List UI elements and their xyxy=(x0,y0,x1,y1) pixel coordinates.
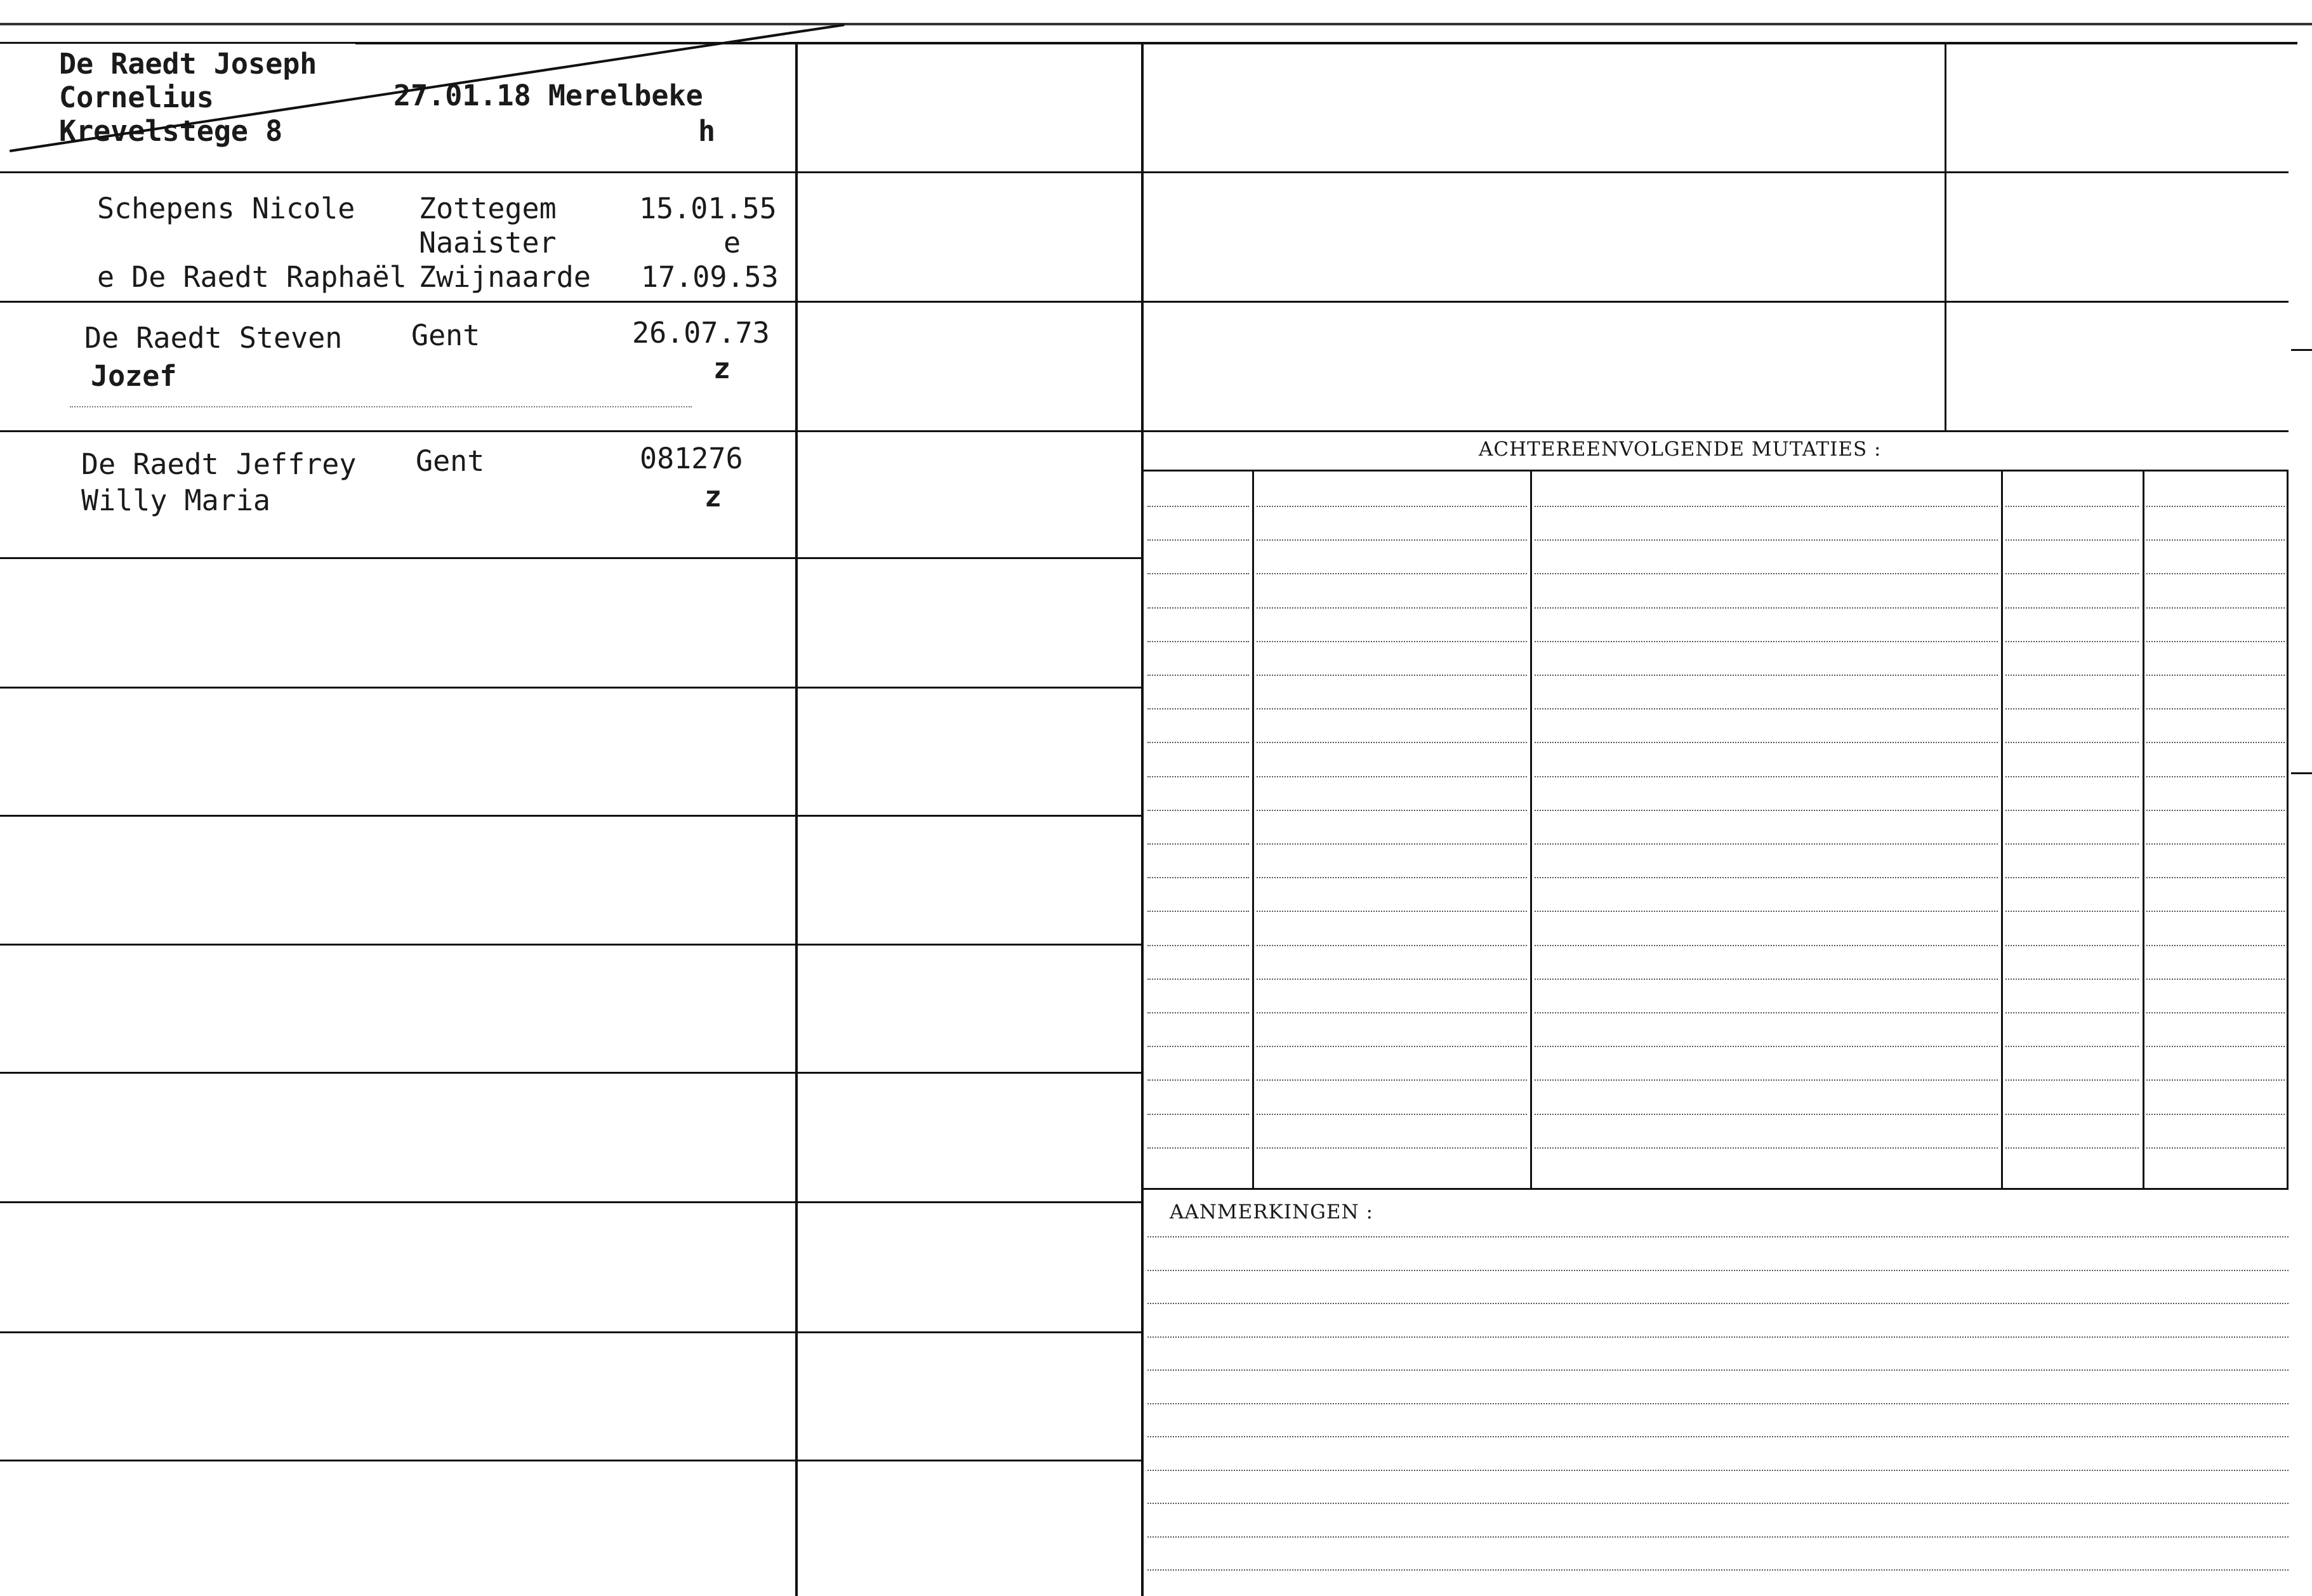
ruled-line xyxy=(1147,506,1249,507)
column-divider-1 xyxy=(795,42,798,1596)
person-place-line: Gent xyxy=(416,444,485,478)
ruled-line xyxy=(1257,945,1527,946)
ruled-line xyxy=(1147,1114,1249,1115)
person-name-line: e De Raedt Raphaël xyxy=(97,260,407,294)
ruled-line xyxy=(2005,675,2139,676)
row-line xyxy=(0,301,2289,303)
ruled-line xyxy=(1257,1114,1527,1115)
ruled-line xyxy=(2146,708,2285,709)
ruled-line xyxy=(2146,1114,2285,1115)
ruled-line xyxy=(1147,810,1249,811)
row-line xyxy=(0,430,2289,432)
row-line xyxy=(0,171,2289,173)
mutations-bottom-line xyxy=(1142,1188,2289,1190)
mutations-col xyxy=(2143,471,2144,1188)
ruled-line xyxy=(1535,877,1998,878)
ruled-line xyxy=(1257,843,1527,845)
ruled-line xyxy=(1535,539,1998,541)
ruled-line xyxy=(1147,911,1249,912)
row-line xyxy=(0,944,1142,946)
ruled-line xyxy=(1147,1336,2289,1338)
ruled-line xyxy=(2005,843,2139,845)
ruled-line xyxy=(1257,877,1527,878)
ruled-line xyxy=(1257,641,1527,642)
ruled-line xyxy=(2146,506,2285,507)
ruled-line xyxy=(1147,742,1249,743)
ruled-line xyxy=(2146,742,2285,743)
ruled-line xyxy=(1535,1079,1998,1081)
ruled-line xyxy=(2146,945,2285,946)
ruled-line xyxy=(2005,810,2139,811)
ruled-line xyxy=(2005,945,2139,946)
ruled-line xyxy=(1535,1046,1998,1047)
ruled-line xyxy=(1147,1270,2289,1271)
ruled-line xyxy=(1147,1569,2289,1571)
ruled-line xyxy=(2146,1046,2285,1047)
ruled-line xyxy=(1535,810,1998,811)
ruled-line xyxy=(1147,641,1249,642)
ruled-line xyxy=(2005,742,2139,743)
ruled-line xyxy=(1257,506,1527,507)
ruled-line xyxy=(2005,877,2139,878)
row-line xyxy=(0,815,1142,817)
mutations-col xyxy=(2287,471,2289,1188)
person-date-line: 15.01.55 xyxy=(639,192,777,225)
ruled-line xyxy=(1147,573,1249,574)
ruled-line xyxy=(2005,641,2139,642)
row-line xyxy=(0,1201,1142,1203)
ruled-line xyxy=(1257,776,1527,777)
ruled-line xyxy=(2146,1012,2285,1013)
ruled-line xyxy=(1147,843,1249,845)
ruled-line xyxy=(1257,675,1527,676)
ruled-line xyxy=(1147,877,1249,878)
ruled-line xyxy=(1257,1046,1527,1047)
row-line xyxy=(0,687,1142,689)
ruled-line xyxy=(2146,607,2285,609)
ruled-line xyxy=(1147,1303,2289,1304)
ruled-line xyxy=(2146,810,2285,811)
person-date-line: z xyxy=(704,480,722,513)
ruled-line xyxy=(2146,979,2285,980)
ruled-line xyxy=(2005,776,2139,777)
remarks-header: AANMERKINGEN : xyxy=(1170,1201,1373,1223)
mutations-col xyxy=(1252,471,1254,1188)
ruled-line xyxy=(1257,979,1527,980)
column-divider-2 xyxy=(1141,42,1144,1596)
ruled-line xyxy=(2005,1079,2139,1081)
person-date-line: 26.07.73 xyxy=(632,316,770,350)
ruled-line xyxy=(1535,742,1998,743)
ruled-line xyxy=(2005,708,2139,709)
mutations-header: ACHTEREENVOLGENDE MUTATIES : xyxy=(1479,438,1882,461)
ruled-line xyxy=(1257,742,1527,743)
ruled-line xyxy=(2146,675,2285,676)
edge-tick xyxy=(2291,349,2312,351)
ruled-line xyxy=(2146,776,2285,777)
ruled-line xyxy=(1257,1012,1527,1013)
ruled-line xyxy=(1535,1147,1998,1149)
person-name-line: Willy Maria xyxy=(81,484,271,517)
person-date-line: 081276 xyxy=(640,442,743,475)
person-name-line: De Raedt Jeffrey xyxy=(81,447,357,481)
ruled-line xyxy=(2146,877,2285,878)
ruled-line xyxy=(2146,843,2285,845)
ruled-line xyxy=(2146,1147,2285,1149)
person-name-line: Jozef xyxy=(91,359,177,393)
ruled-line xyxy=(1535,506,1998,507)
ruled-line xyxy=(2005,573,2139,574)
ruled-line xyxy=(1535,708,1998,709)
head-name-line1: De Raedt Joseph xyxy=(59,47,317,81)
top-border xyxy=(0,23,2312,25)
ruled-line xyxy=(1535,573,1998,574)
head-address: Krevelstege 8 xyxy=(59,114,283,148)
ruled-line xyxy=(2146,641,2285,642)
mutations-top-line xyxy=(1142,470,2289,472)
mutations-col xyxy=(2001,471,2003,1188)
column-divider-3 xyxy=(1945,44,1946,432)
ruled-line xyxy=(1147,675,1249,676)
top-border-inner xyxy=(355,42,2297,44)
ruled-line xyxy=(1147,1403,2289,1404)
ruled-line xyxy=(1535,675,1998,676)
ruled-line xyxy=(2005,1147,2139,1149)
head-name-line2: Cornelius xyxy=(59,81,214,114)
ruled-line xyxy=(2146,911,2285,912)
row-line xyxy=(0,557,1142,559)
ruled-line xyxy=(2146,539,2285,541)
ruled-line xyxy=(1147,1470,2289,1471)
ruled-line xyxy=(1257,708,1527,709)
ruled-line xyxy=(2005,607,2139,609)
ruled-line xyxy=(1535,979,1998,980)
person-date-line: z xyxy=(713,352,731,385)
ruled-line xyxy=(1535,1114,1998,1115)
row-line xyxy=(0,1331,1142,1333)
ruled-line xyxy=(1147,979,1249,980)
person-place-line: Naaister xyxy=(419,226,557,260)
ruled-line xyxy=(1147,1046,1249,1047)
ruled-line xyxy=(2005,911,2139,912)
ruled-line xyxy=(2005,1046,2139,1047)
person-place-line: Zottegem xyxy=(419,192,557,225)
top-border-left xyxy=(0,42,355,44)
ruled-line xyxy=(1535,911,1998,912)
person-place-line: Zwijnaarde xyxy=(419,260,591,294)
ruled-line xyxy=(1257,607,1527,609)
faint-text-trace xyxy=(70,406,692,407)
ruled-line xyxy=(2146,573,2285,574)
ruled-line xyxy=(1147,1236,2289,1237)
ruled-line xyxy=(2005,1012,2139,1013)
ruled-line xyxy=(1147,1536,2289,1538)
ruled-line xyxy=(1257,1147,1527,1149)
ruled-line xyxy=(1257,911,1527,912)
person-place-line: Gent xyxy=(411,319,480,352)
ruled-line xyxy=(2005,1114,2139,1115)
ruled-line xyxy=(1147,1147,1249,1149)
ruled-line xyxy=(1535,1012,1998,1013)
ruled-line xyxy=(1535,843,1998,845)
ruled-line xyxy=(1147,607,1249,609)
ruled-line xyxy=(1147,539,1249,541)
head-code: h xyxy=(698,114,716,148)
row-line xyxy=(0,1072,1142,1074)
ruled-line xyxy=(2005,539,2139,541)
ruled-line xyxy=(1147,1436,2289,1437)
ruled-line xyxy=(1147,1079,1249,1081)
ruled-line xyxy=(2005,506,2139,507)
ruled-line xyxy=(1257,573,1527,574)
person-name-line: Schepens Nicole xyxy=(97,192,355,225)
row-line xyxy=(0,1460,1142,1461)
ruled-line xyxy=(1535,776,1998,777)
person-name-line: De Raedt Steven xyxy=(84,321,343,355)
ruled-line xyxy=(1535,607,1998,609)
ruled-line xyxy=(1147,1012,1249,1013)
ruled-line xyxy=(1257,539,1527,541)
ruled-line xyxy=(1147,776,1249,777)
ruled-line xyxy=(1257,810,1527,811)
ruled-line xyxy=(1535,945,1998,946)
ruled-line xyxy=(1147,945,1249,946)
ruled-line xyxy=(1535,641,1998,642)
ruled-line xyxy=(1147,1503,2289,1504)
ruled-line xyxy=(1147,708,1249,709)
ruled-line xyxy=(2005,979,2139,980)
mutations-col xyxy=(1530,471,1532,1188)
person-date-line: 17.09.53 xyxy=(641,260,779,294)
edge-tick xyxy=(2291,772,2312,774)
ruled-line xyxy=(1257,1079,1527,1081)
ruled-line xyxy=(2146,1079,2285,1081)
ruled-line xyxy=(1147,1369,2289,1371)
person-date-line: e xyxy=(723,226,741,260)
head-birth: 27.01.18 Merelbeke xyxy=(393,79,703,112)
